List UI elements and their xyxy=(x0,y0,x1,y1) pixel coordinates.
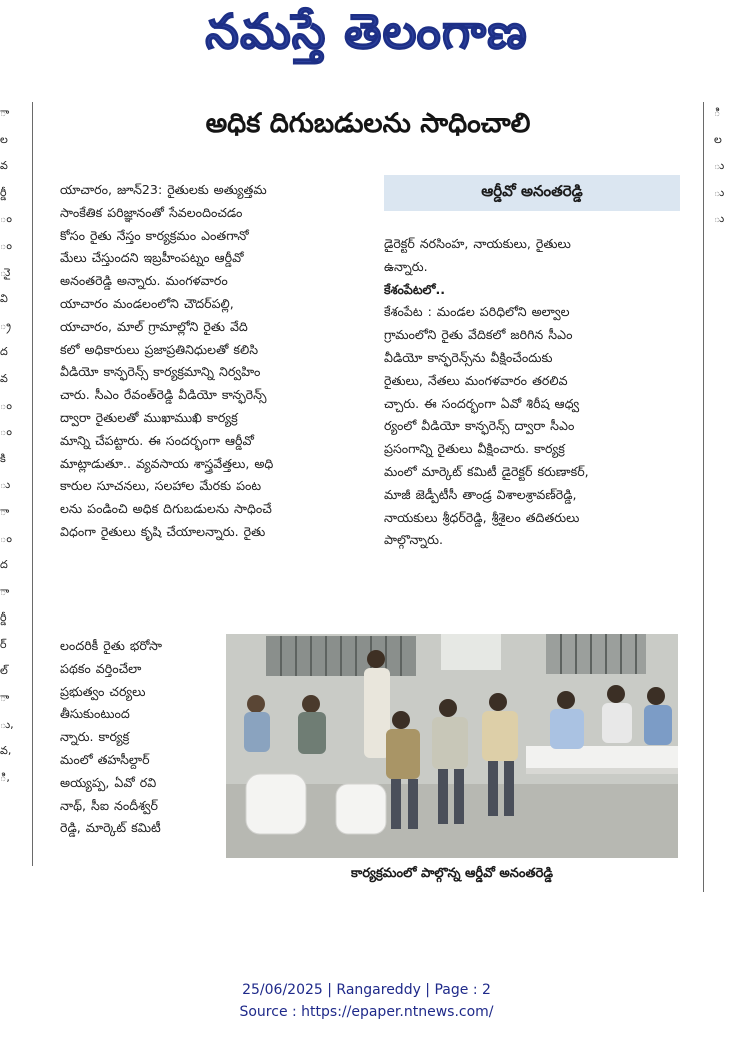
edge-fragment: ర్డీ xyxy=(0,611,7,625)
edge-fragment: వ xyxy=(0,159,8,173)
article-text-line: మంలో తహసీల్దార్ xyxy=(60,751,150,767)
article-text-line: రైతులు, నేతలు మంగళవారం తరలివ xyxy=(384,372,568,388)
subheading-text: ఆర్డీవో అనంతరెడ్డి xyxy=(481,182,583,200)
right-column-rule xyxy=(703,102,704,892)
article-text-line: అయ్యప్ప, ఏవో రవి xyxy=(60,774,157,790)
edge-fragment: ం xyxy=(0,531,12,545)
left-edge-fragments xyxy=(0,100,14,791)
article-text-line: పథకం వర్తించేలా xyxy=(60,660,142,676)
article-text-line: ప్రసంగాన్ని రైతులు వీక్షించారు. కార్యక్ర xyxy=(384,441,565,457)
article-text-line: కారుల సూచనలు, సలహాల మేరకు పంట xyxy=(60,478,262,494)
article-text-line: ప్రభుత్వం చర్యలు xyxy=(60,683,146,699)
article-text-line: ఉన్నారు. xyxy=(384,258,428,274)
edge-fragment: ర్డీ xyxy=(0,185,7,199)
edge-fragment: ం xyxy=(0,212,12,226)
article-text-line: నాయకులు శ్రీధర్‌రెడ్డి, శ్రీశైలం తదితరులు xyxy=(384,509,580,525)
edge-fragment: ు xyxy=(714,159,725,173)
meeting-photo-illustration xyxy=(226,634,678,858)
edge-fragment: ల xyxy=(714,132,722,146)
article-text-line: సాంకేతిక పరిజ్ఞానంతో సేవలందించడం xyxy=(60,204,243,220)
edge-fragment: ు xyxy=(714,212,725,226)
article-headline: అధిక దిగుబడులను సాధించాలి xyxy=(205,108,531,139)
article-text-line: మాన్ని చేపట్టారు. ఈ సందర్భంగా ఆర్డీవో xyxy=(60,432,254,448)
left-narrow-text xyxy=(60,635,220,840)
article-text-line: మంలో మార్కెట్ కమిటీ డైరెక్టర్ కరుణాకర్, xyxy=(384,463,589,479)
masthead: నమస్తే తెలంగాణ xyxy=(205,4,528,60)
article-text-line: వీడియో కాన్ఫరెన్స్ కార్యక్రమాన్ని నిర్వహిం xyxy=(60,364,261,380)
article-text-line: యాచారం, మాల్ గ్రామాల్లోని రైతు వేది xyxy=(60,318,248,334)
edge-fragment: ా xyxy=(0,584,10,598)
article-text-line: మాజీ జెడ్పీటీసీ తాండ్ర విశాలశ్రావణ్‌రెడ్డి, xyxy=(384,486,577,502)
edge-fragment: ి, xyxy=(0,770,10,784)
edge-fragment: ద xyxy=(0,558,8,572)
edge-fragment: ్ర xyxy=(0,318,11,332)
left-column-rule xyxy=(32,102,33,866)
article-text-line: డైరెక్టర్ నరసింహ, నాయకులు, రైతులు xyxy=(384,236,571,251)
article-text-line: కలో అధికారులు ప్రజాప్రతినిధులతో కలిసి xyxy=(60,341,259,357)
article-photo xyxy=(226,634,678,858)
article-text-line: లందరికీ రైతు భరోసా xyxy=(60,638,162,653)
edge-fragment: కి xyxy=(0,451,6,465)
photo-caption: కార్యక్రమంలో పాల్గొన్న ఆర్డీవో అనంతరెడ్డి xyxy=(351,866,553,881)
edge-fragment: ల్ xyxy=(0,664,8,678)
footer-date-edition: 25/06/2025 | Rangareddy | Page : 2 xyxy=(242,982,491,998)
article-text-line: రెడ్డి, మార్కెట్ కమిటీ xyxy=(60,820,161,836)
article-text-line: ద్వారా రైతులతో ముఖాముఖి కార్యక్ర xyxy=(60,409,238,425)
edge-fragment: ా xyxy=(0,106,10,119)
left-column-text xyxy=(60,179,366,544)
article-text-line: ర్యంలో వీడియో కాన్ఫరెన్స్ ద్వారా సీఎం xyxy=(384,418,575,434)
footer-source: Source : https://epaper.ntnews.com/ xyxy=(239,1004,494,1020)
article-text-line: పాల్గొన్నారు. xyxy=(384,532,443,548)
edge-fragment: వి xyxy=(0,292,8,306)
edge-fragment: ం xyxy=(0,398,12,412)
edge-fragment: ు xyxy=(0,478,11,492)
right-edge-fragments xyxy=(714,100,732,233)
right-column-text xyxy=(384,233,680,552)
article-text-line: యాచారం మండలంలోని చౌదర్‌పల్లి, xyxy=(60,295,234,311)
edge-fragment: ం xyxy=(0,238,12,252)
edge-fragment: ుై xyxy=(0,265,11,279)
edge-fragment: ర్ xyxy=(0,637,7,651)
article-text-line: విధంగా రైతులు కృషి చేయాలన్నారు. రైతు xyxy=(60,523,266,539)
article-text-line: యాచారం, జూన్23: రైతులకు అత్యుత్తమ xyxy=(60,182,267,197)
article-text-line: అనంతరెడ్డి అన్నారు. మంగళవారం xyxy=(60,273,228,289)
article-text-line: మాట్లాడుతూ.. వ్యవసాయ శాస్త్రవేత్తలు, అధి xyxy=(60,455,274,471)
edge-fragment: ం xyxy=(0,425,12,439)
section-heading: కేశంపేటలో.. xyxy=(384,281,446,297)
article-text-line: తీసుకుంటుంద xyxy=(60,706,130,722)
edge-fragment: ా xyxy=(0,504,10,518)
edge-fragment: ు, xyxy=(0,717,14,731)
subheading-box xyxy=(384,175,680,211)
article-text-line: మేలు చేస్తుందని ఇబ్రహీంపట్నం ఆర్డీవో xyxy=(60,250,244,266)
article-text-line: లను పండించి అధిక దిగుబడులను సాధించే xyxy=(60,501,272,517)
article-text-line: చ్చారు. ఈ సందర్భంగా ఏవో శిరీష ఆధ్వ xyxy=(384,395,580,411)
edge-fragment: ు xyxy=(714,185,725,199)
article-text-line: గ్రామంలోని రైతు వేదికలో జరిగిన సీఎం xyxy=(384,327,573,343)
edge-fragment: వ xyxy=(0,371,8,385)
article-text-line: వీడియో కాన్ఫరెన్స్‌ను వీక్షించేందుకు xyxy=(384,349,553,365)
article-text-line: చారు. సీఎం రేవంత్‌రెడ్డి వీడియో కాన్ఫరెన్స్ xyxy=(60,387,267,403)
edge-fragment: ా xyxy=(0,691,10,705)
article-text-line: కేశంపేట : మండల పరిధిలోని అల్వాల xyxy=(384,304,570,320)
article-text-line: కోసం రైతు నేస్తం కార్యక్రమం ఎంతగానో xyxy=(60,227,249,243)
edge-fragment: వ, xyxy=(0,744,12,758)
article-text-line: న్నారు. కార్యక్ర xyxy=(60,729,130,745)
edge-fragment: ల xyxy=(0,132,8,146)
edge-fragment: ి xyxy=(714,106,721,119)
edge-fragment: ద xyxy=(0,345,8,359)
article-text-line: నాథ్, సీఐ నందీశ్వర్ xyxy=(60,797,158,813)
